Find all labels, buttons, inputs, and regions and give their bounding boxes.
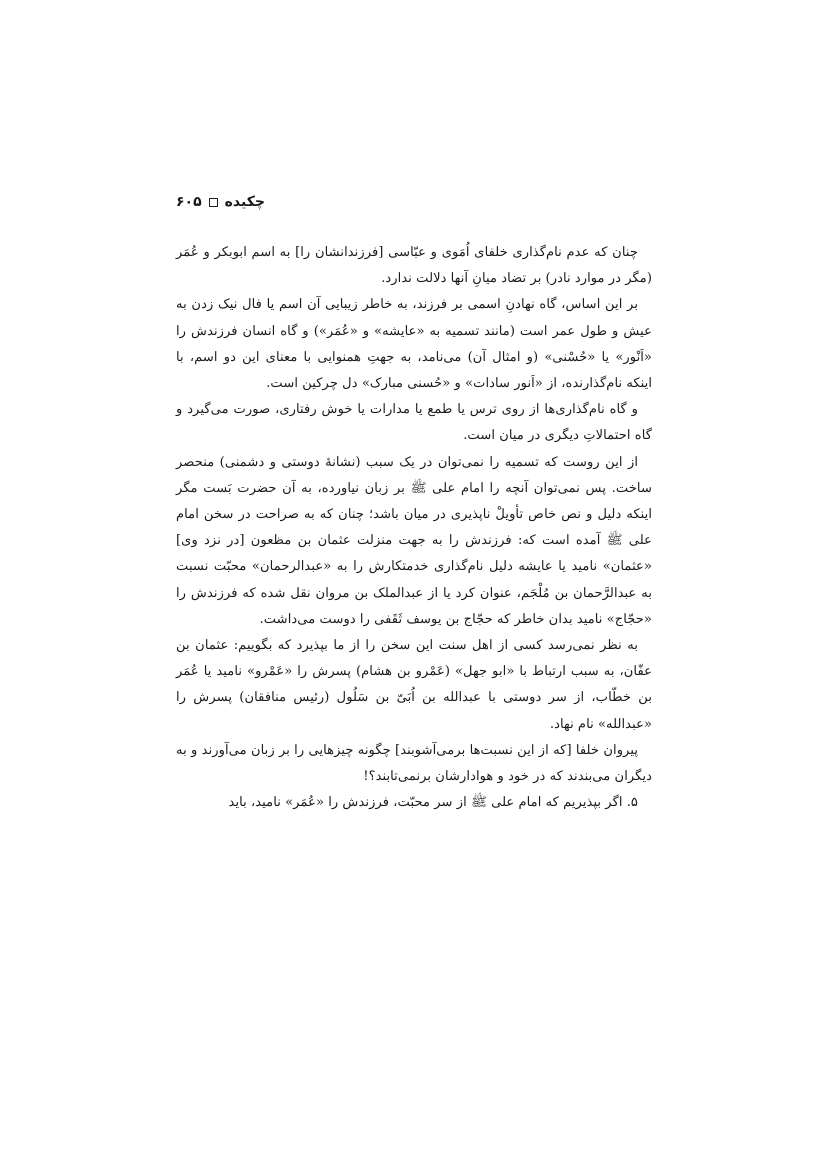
paragraph-4: از این روست که تسمیه را نمی‌توان در یک سبب (نشانهٔ دوستی و دشمنی) منحصر ساخت. پس نمی‌توان آنچه را امام علی ﷺ بر زبان نیاورده، به آن حضرت بَست مگر اینکه دلیل و نص خاص تأویلْ ناپذیری در میان باشد؛ چنان که به صراحت در سخن امام علی ﷺ آمده است که: فرزندش را به جهت منزلت عثمان بن مظعون [در نزد وی] «عثمان» نامید یا عایشه دلیل نام‌گذاری خدمتکارش را به «عبدالرحمان» محبّت نسبت به عبدالرَّحمان بن مُلْجَم، عنوان کرد یا از عبدالملک بن مروان نقل شده که فرزندش را «حجّاج» نامید بدان خاطر که حجّاج بن یوسف ثَقَفی را دوست می‌داشت. <box>176 454 652 627</box>
body-text <box>176 240 652 816</box>
paragraph-3: و گاه نام‌گذاری‌ها از روی ترس یا طمع یا مدارات یا خوش رفتاری، صورت می‌گیرد و گاه احتمالاتِ دیگری در میان است. <box>176 402 652 444</box>
chapter-title: چکیده <box>224 194 265 210</box>
paragraph-1: چنان که عدم نام‌گذاری خلفای اُمَوی و عبّاسی [فرزندانشان را] به اسم ابوبکر و عُمَر (مگر در موارد نادر) بر تضاد میانِ آنها دلالت ندارد. <box>176 245 652 287</box>
paragraph-6: پیروان خلفا [که از این نسبت‌ها برمی‌آشوبند] چگونه چیزهایی را بر زبان می‌آورند و به دیگران می‌بندند که در خود و هوادارشان برنمی‌تابند؟! <box>176 742 652 785</box>
paragraph-2: بر این اساس، گاه نهادنِ اسمی بر فرزند، به خاطر زیبایی آن اسم یا فال نیک زدن به عیش و طول عمر است (مانند تسمیه به «عایشه» و «عُمَر») و گاه انسان فرزندش را «اَنْور» یا «حُسْنی» (و امثال آن) می‌نامد، به جهتِ همنوایی با معنای این دو اسم، با اینکه نام‌گذارنده، از «اَنور سادات» و «حُسنی مبارک» دل چرکین است. <box>176 297 652 392</box>
paragraph-5: به نظر نمی‌رسد کسی از اهل سنت این سخن را از ما بپذیرد که بگوییم: عثمان بن عفّان، به سبب ارتباط با «ابو جهل» (عَمْرو بن هشام) پسرش را «عَمْرو» نامید یا عُمَر بن خطّاب، از سر دوستی با عبدالله بن اُبَیّ بن سَلُول (رئیس منافقان) پسرش را «عبدالله» نام نهاد. <box>176 638 652 732</box>
paragraph-7: ۵. اگر بپذیریم که امام علی ﷺ از سر محبّت، فرزندش را «عُمَر» نامید، باید <box>228 795 638 811</box>
page-number: ۶۰۵ <box>176 194 202 210</box>
running-header <box>176 194 265 210</box>
square-bullet-icon <box>209 198 218 207</box>
